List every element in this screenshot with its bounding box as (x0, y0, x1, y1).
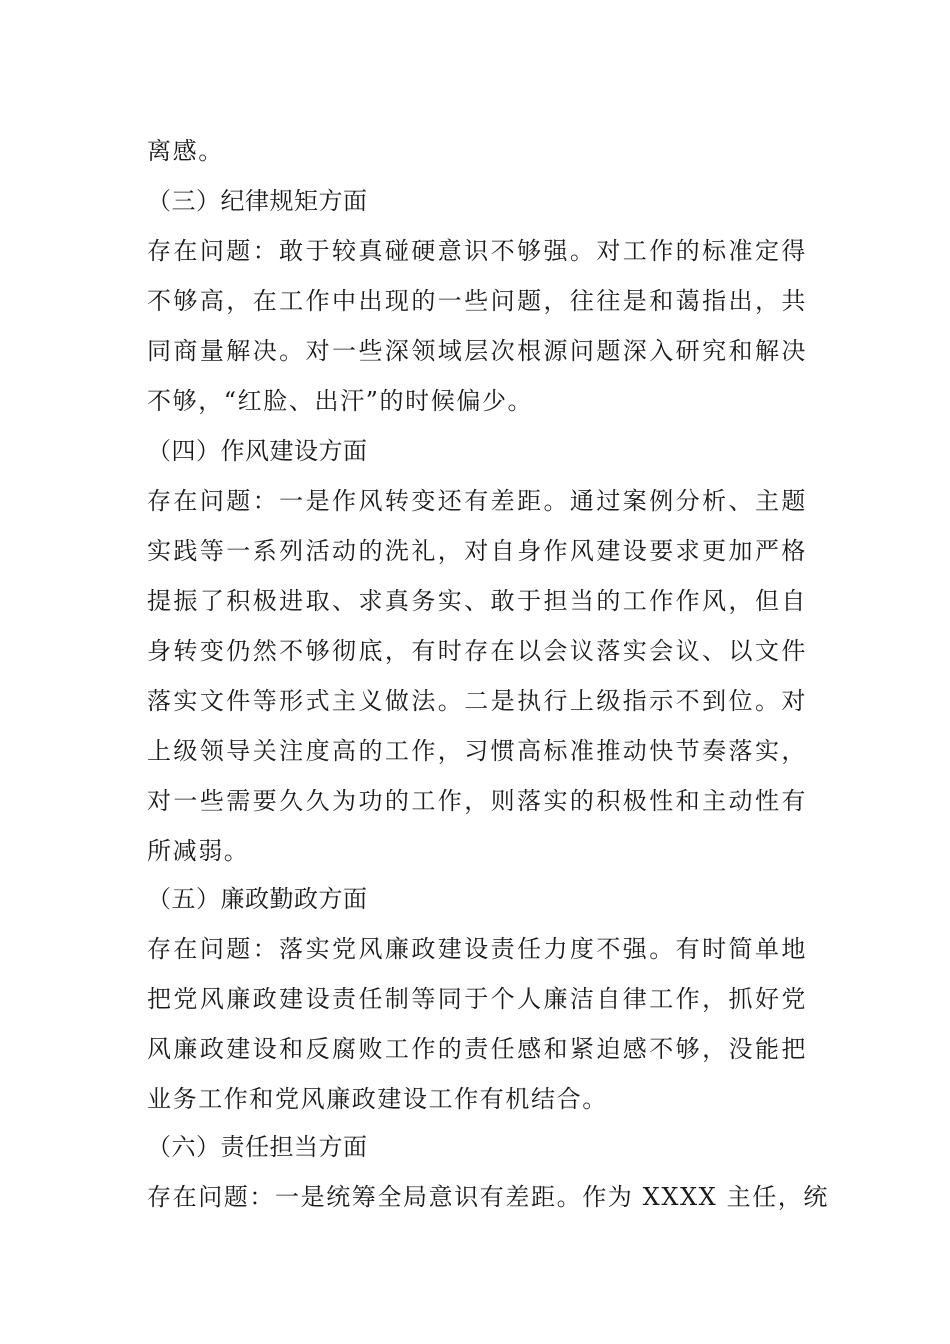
paragraph-line: 业务工作和党风廉政建设工作有机结合。 (147, 1085, 608, 1113)
section-heading-6: （六）责任担当方面 (147, 1133, 368, 1161)
paragraph-line: 不够，“红脸、出汗”的时候偏少。 (147, 387, 534, 415)
paragraph-line: 提振了积极进取、求真务实、敢于担当的工作作风，但自 (147, 587, 807, 615)
paragraph-line: 落实文件等形式主义做法。二是执行上级指示不到位。对 (147, 687, 807, 715)
paragraph-line: 把党风廉政建设责任制等同于个人廉洁自律工作，抓好党 (147, 985, 807, 1013)
paragraph-line: 存在问题：一是作风转变还有差距。通过案例分析、主题 (147, 487, 807, 515)
paragraph-line: 实践等一系列活动的洗礼，对自身作风建设要求更加严格 (147, 537, 807, 565)
paragraph-line: 上级领导关注度高的工作，习惯高标准推动快节奏落实， (147, 737, 807, 765)
paragraph-line: 存在问题：一是统筹全局意识有差距。作为 XXXX 主任，统 (147, 1183, 829, 1211)
section-heading-3: （三）纪律规矩方面 (147, 187, 368, 215)
paragraph-line: 身转变仍然不够彻底，有时存在以会议落实会议、以文件 (147, 637, 807, 665)
paragraph-line: 存在问题：敢于较真碰硬意识不够强。对工作的标准定得 (147, 237, 807, 265)
paragraph-line: 对一些需要久久为功的工作，则落实的积极性和主动性有 (147, 787, 807, 815)
paragraph-line: 同商量解决。对一些深领域层次根源问题深入研究和解决 (147, 337, 807, 365)
paragraph-line: 存在问题：落实党风廉政建设责任力度不强。有时简单地 (147, 935, 807, 963)
paragraph-line: 所减弱。 (147, 837, 250, 865)
section-heading-5: （五）廉政勤政方面 (147, 885, 368, 913)
paragraph-line: 不够高，在工作中出现的一些问题，往往是和蔼指出，共 (147, 287, 807, 315)
paragraph-line: 风廉政建设和反腐败工作的责任感和紧迫感不够，没能把 (147, 1035, 807, 1063)
paragraph-line: 离感。 (147, 137, 224, 165)
section-heading-4: （四）作风建设方面 (147, 437, 368, 465)
